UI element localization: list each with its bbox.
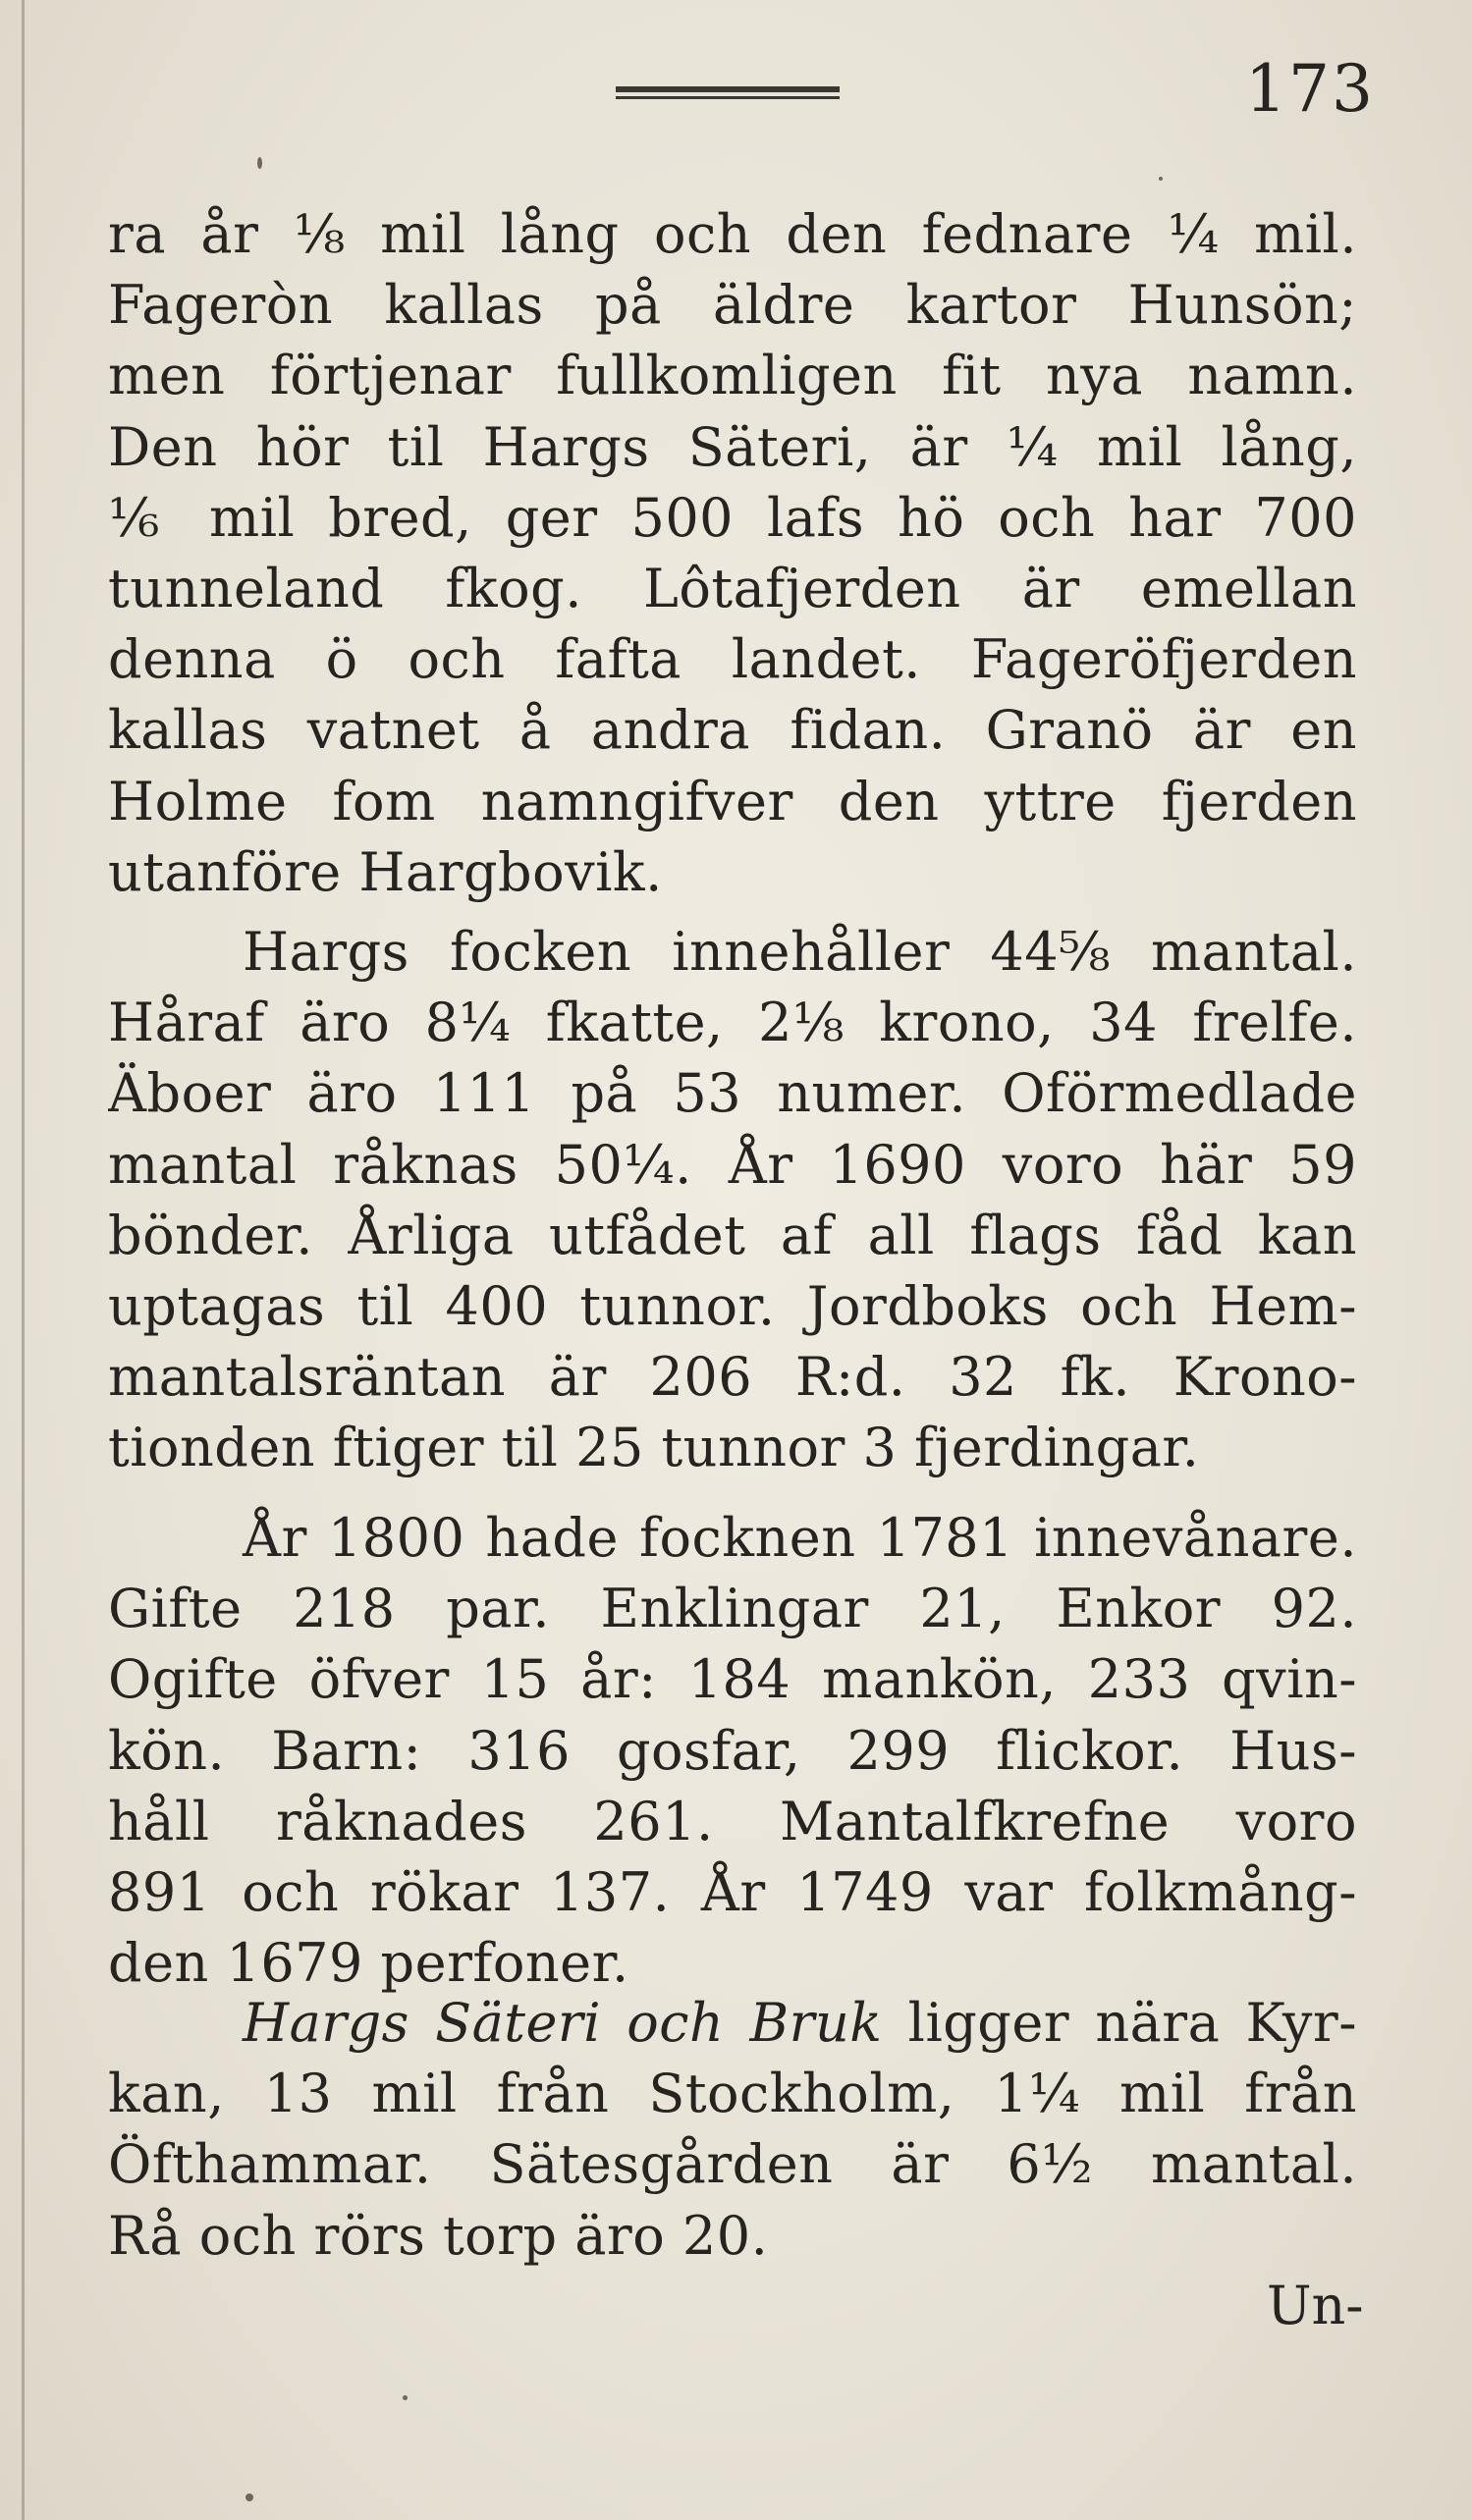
- header-rule: [616, 86, 840, 100]
- text-line: bönder. Årliga utfådet af all flags fåd kan: [108, 1204, 1357, 1266]
- page-edge-shadow: [22, 0, 25, 2520]
- text-line: Fageròn kallas på äldre kartor Hunsön;: [108, 274, 1357, 337]
- text-line: ⅙ mil bred, ger 500 lafs hö och har 700: [108, 486, 1357, 549]
- text-line: denna ö och fafta landet. Fageröfjerden: [108, 628, 1357, 691]
- paper-speck: [1159, 177, 1163, 181]
- text-line: Den hör til Hargs Säteri, är ¼ mil lång,: [108, 415, 1357, 478]
- text-line: ra år ⅛ mil lång och den fednare ¼ mil.: [108, 203, 1357, 265]
- text-line: kön. Barn: 316 gosfar, 299 flickor. Hus-: [108, 1719, 1357, 1782]
- text-line: Hargs focken innehåller 44⅝ mantal.: [243, 921, 1357, 983]
- paper-speck: [257, 157, 262, 169]
- paragraph-4: [108, 1988, 1357, 2272]
- paper-speck: [245, 2493, 253, 2501]
- text-line: den 1679 perfoner.: [108, 1932, 629, 1995]
- text-line: tunneland fkog. Lôtafjerden är emellan: [108, 557, 1357, 619]
- italic-heading: Hargs Säteri och Bruk: [243, 1992, 883, 2054]
- text-line: utanföre Hargbovik.: [108, 840, 663, 903]
- text-line: Ogifte öfver 15 år: 184 mankön, 233 qvin-: [108, 1648, 1357, 1711]
- paragraph-3: [108, 1503, 1357, 1999]
- text-line: Gifte 218 par. Enklingar 21, Enkor 92.: [108, 1578, 1357, 1640]
- paragraph-1: [108, 199, 1357, 908]
- text-line: tionden ftiger til 25 tunnor 3 fjerdingar.: [108, 1417, 1200, 1479]
- text-line: mantal råknas 50¼. År 1690 voro här 59: [108, 1133, 1357, 1196]
- text-line: men förtjenar fullkomligen fit nya namn.: [108, 345, 1357, 407]
- page-number: 173: [1245, 51, 1375, 127]
- text-line: Rå och rörs torp äro 20.: [108, 2204, 769, 2267]
- text-line: Holme fom namngifver den yttre fjerden: [108, 770, 1357, 832]
- text-line: uptagas til 400 tunnor. Jordboks och Hem-: [108, 1274, 1357, 1337]
- catchword: Un-: [1267, 2275, 1364, 2336]
- text-line: håll råknades 261. Mantalfkrefne voro: [108, 1790, 1357, 1852]
- text-line: mantalsräntan är 206 R:d. 32 fk. Krono-: [108, 1346, 1357, 1409]
- text-line: 891 och rökar 137. År 1749 var folkmång-: [108, 1860, 1357, 1923]
- text-line: Håraf äro 8¼ fkatte, 2⅛ krono, 34 frelfe.: [108, 992, 1357, 1054]
- text-line: Öfthammar. Sätesgården är 6½ mantal.: [108, 2133, 1357, 2196]
- text-line: kan, 13 mil från Stockholm, 1¼ mil från: [108, 2063, 1357, 2125]
- text-line: [108, 1988, 1357, 2059]
- paper-speck: [403, 2395, 408, 2400]
- text-line: År 1800 hade focknen 1781 innevånare.: [243, 1507, 1357, 1569]
- paragraph-2: [108, 917, 1357, 1484]
- text-line: kallas vatnet å andra fidan. Granö är en: [108, 699, 1357, 762]
- lead-rest: ligger nära Kyr-: [882, 1992, 1357, 2054]
- text-line: Äboer äro 111 på 53 numer. Oförmedlade: [108, 1062, 1357, 1125]
